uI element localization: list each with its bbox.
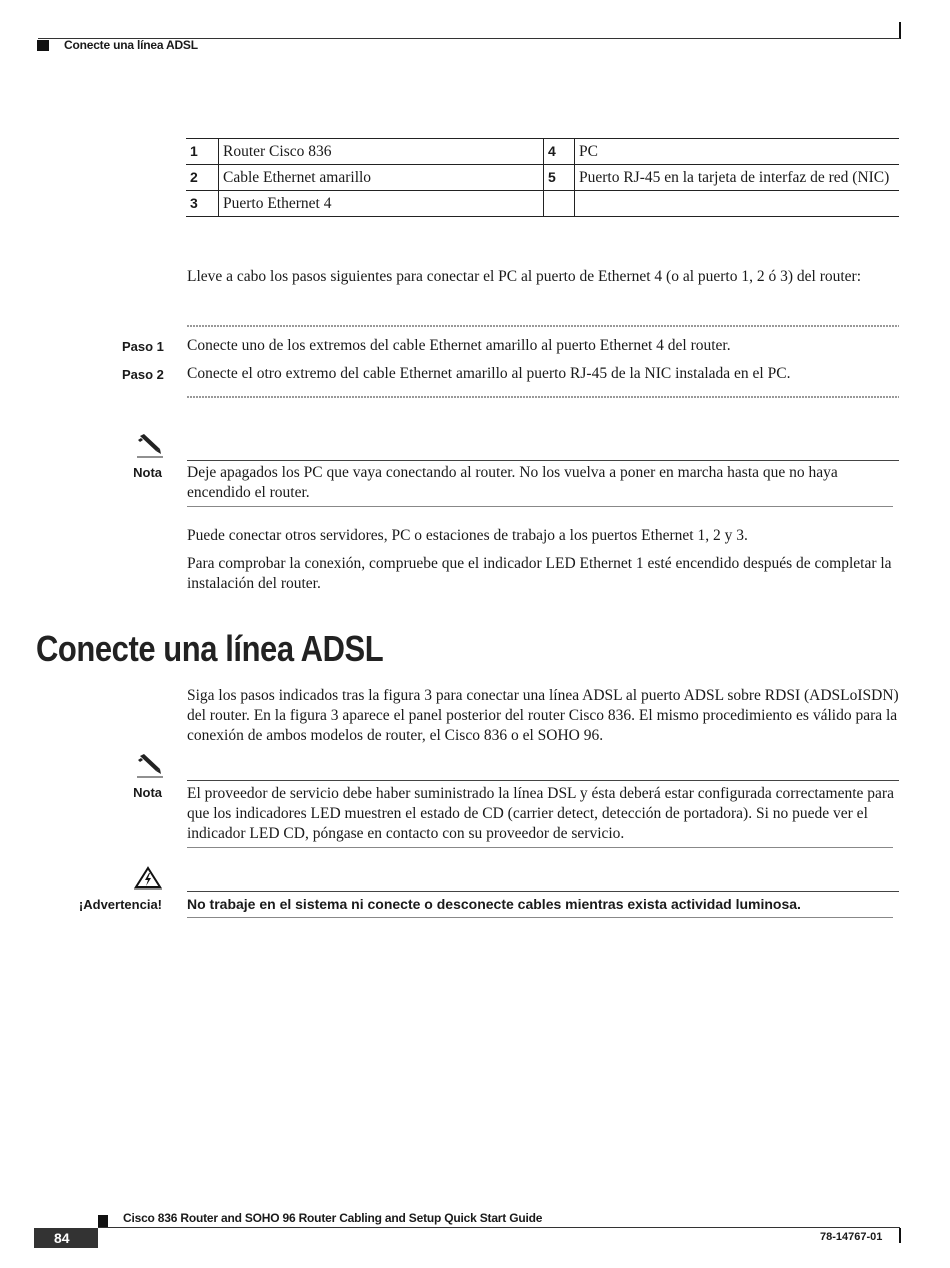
table-cell: 3 bbox=[190, 195, 198, 211]
steps-bottom-rule bbox=[187, 396, 899, 398]
paragraph-check-connection: Para comprobar la conexión, compruebe que el indicador LED Ethernet 1 esté encendido después de completar la instalación del router. bbox=[187, 555, 892, 592]
step-1-label: Paso 1 bbox=[122, 339, 164, 354]
table-cell: 1 bbox=[190, 143, 198, 159]
header-title: Conecte una línea ADSL bbox=[64, 38, 198, 52]
table-row bbox=[186, 139, 899, 165]
warning-text: No trabaje en el sistema ni conecte o desconecte cables mientras exista actividad luminosa. bbox=[187, 896, 801, 912]
note-2-bottom-rule bbox=[187, 847, 893, 848]
table-cell: 5 bbox=[544, 165, 575, 191]
step-2-label: Paso 2 bbox=[122, 367, 164, 382]
section-heading: Conecte una línea ADSL bbox=[36, 628, 384, 669]
footer-tick bbox=[899, 1228, 901, 1243]
note-1-top-rule bbox=[187, 460, 899, 461]
table-cell bbox=[544, 191, 575, 217]
steps-top-rule bbox=[187, 325, 899, 327]
note-2-label: Nota bbox=[133, 785, 162, 800]
table-cell: Cable Ethernet amarillo bbox=[219, 165, 544, 191]
table-row bbox=[186, 165, 899, 191]
table-row bbox=[186, 191, 899, 217]
step-2-text: Conecte el otro extremo del cable Ethernet amarillo al puerto RJ-45 de la NIC instalada en el PC. bbox=[187, 365, 791, 382]
intro-paragraph: Lleve a cabo los pasos siguientes para conectar el PC al puerto de Ethernet 4 (o al puerto 1, 2 ó 3) del router: bbox=[187, 268, 862, 285]
table-cell: Router Cisco 836 bbox=[219, 139, 544, 165]
section-paragraph: Siga los pasos indicados tras la figura 3 para conectar una línea ADSL al puerto ADSL sobre RDSI (ADSLoISDN) del router. En la figura 3 aparece el panel posterior del router Cisco 836. El mismo procedimiento es válido para la conexión de ambos modelos de router, el Cisco 836 o el SOHO 96. bbox=[187, 687, 899, 744]
table-cell: 4 bbox=[544, 139, 575, 165]
legend-table bbox=[186, 138, 899, 217]
table-cell bbox=[575, 191, 900, 217]
header-tick bbox=[899, 22, 901, 39]
document-number: 78-14767-01 bbox=[820, 1231, 883, 1243]
pencil-note-icon bbox=[134, 434, 164, 458]
warning-top-rule bbox=[187, 891, 899, 892]
warning-triangle-icon bbox=[134, 866, 162, 890]
page-number: 84 bbox=[34, 1228, 98, 1248]
note-2-text: El proveedor de servicio debe haber suministrado la línea DSL y ésta deberá estar configurada correctamente para que los indicadores LED muestren el estado de CD (carrier detect, detección de portadora). Si no puede ver el indicador LED CD, póngase en contacto con su proveedor de servicio. bbox=[187, 785, 894, 842]
table-cell: Puerto Ethernet 4 bbox=[219, 191, 544, 217]
step-1-text: Conecte uno de los extremos del cable Ethernet amarillo al puerto Ethernet 4 del router. bbox=[187, 337, 731, 354]
table-cell: PC bbox=[575, 139, 900, 165]
note-1-text: Deje apagados los PC que vaya conectando al router. No los vuelva a poner en marcha hasta que no haya encendido el router. bbox=[187, 464, 838, 501]
footer-rule bbox=[98, 1227, 900, 1228]
paragraph-ethernet-ports: Puede conectar otros servidores, PC o estaciones de trabajo a los puertos Ethernet 1, 2 y 3. bbox=[187, 527, 748, 544]
header-marker bbox=[37, 40, 49, 51]
pencil-note-icon bbox=[134, 754, 164, 778]
table-cell: 2 bbox=[190, 169, 198, 185]
table-cell: Puerto RJ-45 en la tarjeta de interfaz de red (NIC) bbox=[575, 165, 900, 191]
note-1-label: Nota bbox=[133, 465, 162, 480]
note-2-top-rule bbox=[187, 780, 899, 781]
note-1-bottom-rule bbox=[187, 506, 893, 507]
warning-label: ¡Advertencia! bbox=[78, 897, 162, 912]
footer-title: Cisco 836 Router and SOHO 96 Router Cabling and Setup Quick Start Guide bbox=[123, 1211, 543, 1225]
warning-bottom-rule bbox=[187, 917, 893, 918]
